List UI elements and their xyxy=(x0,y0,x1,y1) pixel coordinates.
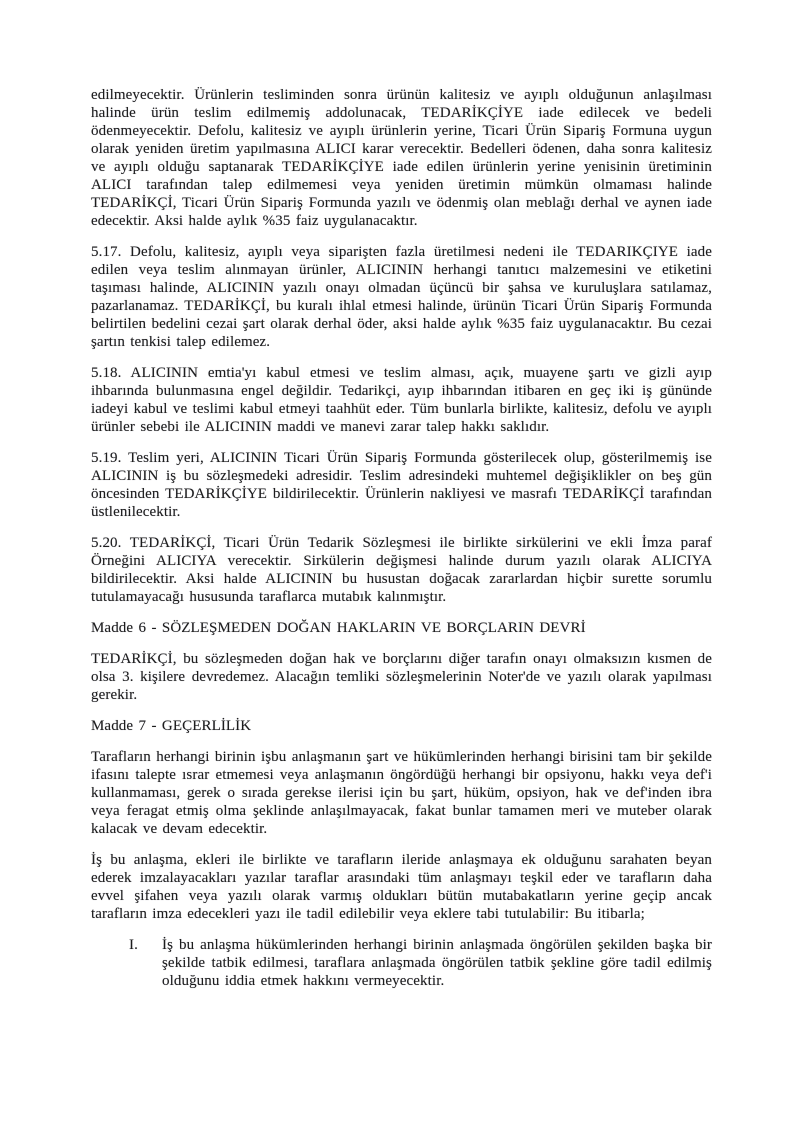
list-item-1-marker: I. xyxy=(129,937,138,953)
list-item-1-text: İş bu anlaşma hükümlerinden herhangi birinin anlaşmada öngörülen şekilden başka bir şekilde tatbik edilmesi, taraflara anlaşmada öngörülen tatbik şekline göre tadil edilmiş olduğunu iddia etmek hakkını vermeyecektir. xyxy=(162,937,712,989)
paragraph-madde-6-transfer: TEDARİKÇİ, bu sözleşmeden doğan hak ve borçlarını diğer tarafın onayı olmaksızın kısmen de olsa 3. kişilere devredemez. Alacağın temliki sözleşmelerinin Noter'de ve yazılı olarak yapılması gerekir. xyxy=(91,651,712,703)
contract-text-body xyxy=(91,86,712,1003)
clause-5-20: 5.20. TEDARİKÇİ, Ticari Ürün Tedarik Sözleşmesi ile birlikte sirkülerini ve ekli İmza paraf Örneğini ALICIYA verecektir. Sirkülerin değişmesi halinde durum yazılı olarak ALICIYA bildirilecektir. Aksi halde ALICININ bu husustan doğacak zararlardan hiçbir surette sorumlu tutulamayacağı hususunda taraflarca mutabık kalınmıştır. xyxy=(91,535,712,605)
clause-5-17: 5.17. Defolu, kalitesiz, ayıplı veya siparişten fazla üretilmesi nedeni ile TEDARIKÇIYE iade edilen veya teslim alınmayan ürünler, ALICININ herhangi tanıtıcı malzemesini ve etiketini taşıması halinde, ALICININ yazılı onayı olmadan üçüncü bir şahsa ve kuruluşlara satılamaz, pazarlanamaz. TEDARİKÇİ, bu kuralı ihlal etmesi halinde, ürünün Ticari Ürün Sipariş Formunda belirtilen bedelini cezai şart olarak derhal öder, aksi halde aylık %35 faiz uygulanacaktır. Bu cezai şartın tenkisi talep edilemez. xyxy=(91,244,712,350)
clause-5-18: 5.18. ALICININ emtia'yı kabul etmesi ve teslim alması, açık, muayene şartı ve gizli ayıp ihbarında bulunmasına engel değildir. Tedarikçi, ayıp ihbarından itibaren en geç iki iş gününde iadeyi kabul ve teslimi kabul etmeyi taahhüt eder. Tüm bunlarla birlikte, kalitesiz, defolu ve ayıplı ürünler sebebi ile ALICININ maddi ve manevi zarar talep hakkı saklıdır. xyxy=(91,365,712,435)
paragraph-continuation: edilmeyecektir. Ürünlerin tesliminden sonra ürünün kalitesiz ve ayıplı olduğunun anlaşılması halinde ürün teslim edilmemiş addolunacak, TEDARİKÇİYE iade edilecek ve bedeli ödenmeyecektir. Defolu, kalitesiz ve ayıplı ürünlerin yerine, Ticari Ürün Sipariş Formuna uygun olarak yeniden üretim yapılmasına ALICI karar verecektir. Bedelleri ödenen, daha sonra kalitesiz ve ayıplı olduğu saptanarak TEDARİKÇİYE iade edilen ürünlerin yerine yenisinin üretiminin ALICI tarafından talep edilmemesi veya yeniden üretimin mümkün olmaması halinde TEDARİKÇİ, Ticari Ürün Sipariş Formunda yazılı ve ödenmiş olan meblağı derhal ve aynen iade edecektir. Aksi halde aylık %35 faiz uygulanacaktır. xyxy=(91,87,712,229)
list-item-1 xyxy=(129,936,712,990)
paragraph-madde-7-entire-agreement: İş bu anlaşma, ekleri ile birlikte ve tarafların ileride anlaşmaya ek olduğunu sarahaten beyan ederek imzalayacakları yazılar taraflar arasındaki tüm anlaşmayı teşkil eder ve tarafların daha evvel şifahen veya yazılı olarak varmış oldukları bütün mutabakatların yerine geçip ancak tarafların imza edecekleri yazı ile tadil edilebilir veya eklere tabi tutulabilir: Bu itibarla; xyxy=(91,852,712,922)
heading-madde-7: Madde 7 - GEÇERLİLİK xyxy=(91,718,252,734)
paragraph-madde-7-waiver: Tarafların herhangi birinin işbu anlaşmanın şart ve hükümlerinden herhangi birisini tam bir şekilde ifasını talepte ısrar etmemesi veya anlaşmanın öngördüğü herhangi bir opsiyonu, hakkı veya def'i kullanmaması, gerek o sırada gerekse ilerisi için bu şart, hüküm, opsiyon, hak ve def'inden ibra veya feragat etmiş olma şeklinde anlaşılmayacak, fakat bunlar tamamen meri ve muteber olarak kalacak ve devam edecektir. xyxy=(91,749,712,837)
clause-5-19: 5.19. Teslim yeri, ALICININ Ticari Ürün Sipariş Formunda gösterilecek olup, gösterilmemiş ise ALICININ iş bu sözleşmedeki adresidir. Teslim adresindeki muhtemel değişiklikler on beş gün öncesinden TEDARİKÇİYE bildirilecektir. Ürünlerin nakliyesi ve masrafı TEDARİKÇİ tarafından üstlenilecektir. xyxy=(91,450,712,520)
heading-madde-6: Madde 6 - SÖZLEŞMEDEN DOĞAN HAKLARIN VE BORÇLARIN DEVRİ xyxy=(91,620,586,636)
